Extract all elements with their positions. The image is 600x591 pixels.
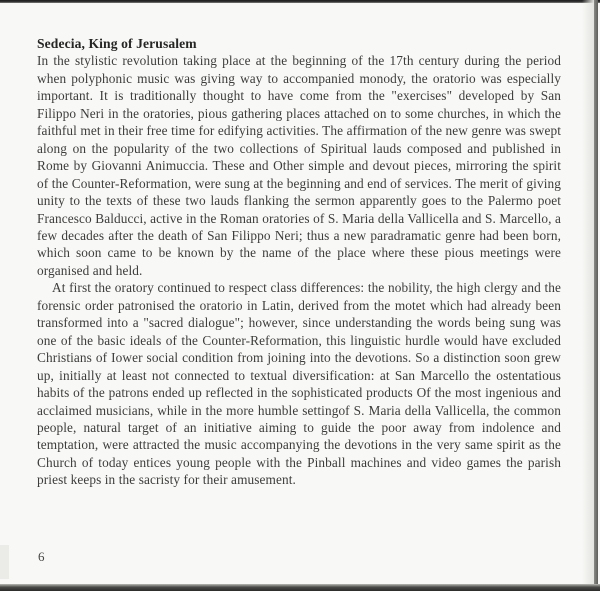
scan-notch-left <box>0 545 9 579</box>
paragraph-2: At first the oratory continued to respect class differences: the nobility, the high clergy and the forensic order patronised the oratorio in Latin, derived from the motet which had already been transformed into a "sacred dialogue"; however, since understanding the words being sung was one of the basic ideals of the Counter-Reformation, this linguistic hurdle would have excluded Christians of Iower social condition from joining into the devotions. So a distinction soon grew up, initially at least not connected to textual diversification: at San Marcello the ostentatious habits of the patrons ended up reflected in the sophisticated products Of the most ingenious and acclaimed musicians, while in the more humble settingof S. Maria della Vallicella, the common people, natural target of an initiative aiming to guide the poor away from indolence and temptation, were attracted the music accompanying the devotions in the very same spirit as the Church of today entices young people with the Pinball machines and video games the parish priest keeps in the sacristy for their amusement. <box>37 280 561 488</box>
scan-edge-bottom <box>0 584 600 591</box>
page-edge-line <box>594 0 598 591</box>
page-number: 6 <box>38 549 45 564</box>
section-title: Sedecia, King of Jerusalem <box>37 36 197 51</box>
paragraph-1: In the stylistic revolution taking place at the beginning of the 17th century during the period when polyphonic music was giving way to accompanied monody, the oratorio was especially important. It is traditionally thought to have come from the "exercises" developed by San Filippo Neri in the oratories, pious gathering places attached on to some churches, in which the faithful met in their free time for edifying activities. The affirmation of the new genre was swept along on the popularity of the two collections of Spiritual lauds composed and published in Rome by Giovanni Animuccia. These and Other simple and devout pieces, mirroring the spirit of the Counter-Reformation, were sung at the beginning and end of services. The merit of giving unity to the texts of these two lauds flanking the sermon apparently goes to the Palermo poet Francesco Balducci, active in the Roman oratories of S. Maria della Vallicella and S. Marcello, a few decades after the death of San Filippo Neri; thus a new paradramatic genre had been born, which soon came to be known by the name of the place where these pious meetings were organised and held. <box>37 53 561 278</box>
scan-gradient-right <box>582 0 594 591</box>
text-block <box>37 35 561 489</box>
scan-edge-top <box>0 0 600 3</box>
